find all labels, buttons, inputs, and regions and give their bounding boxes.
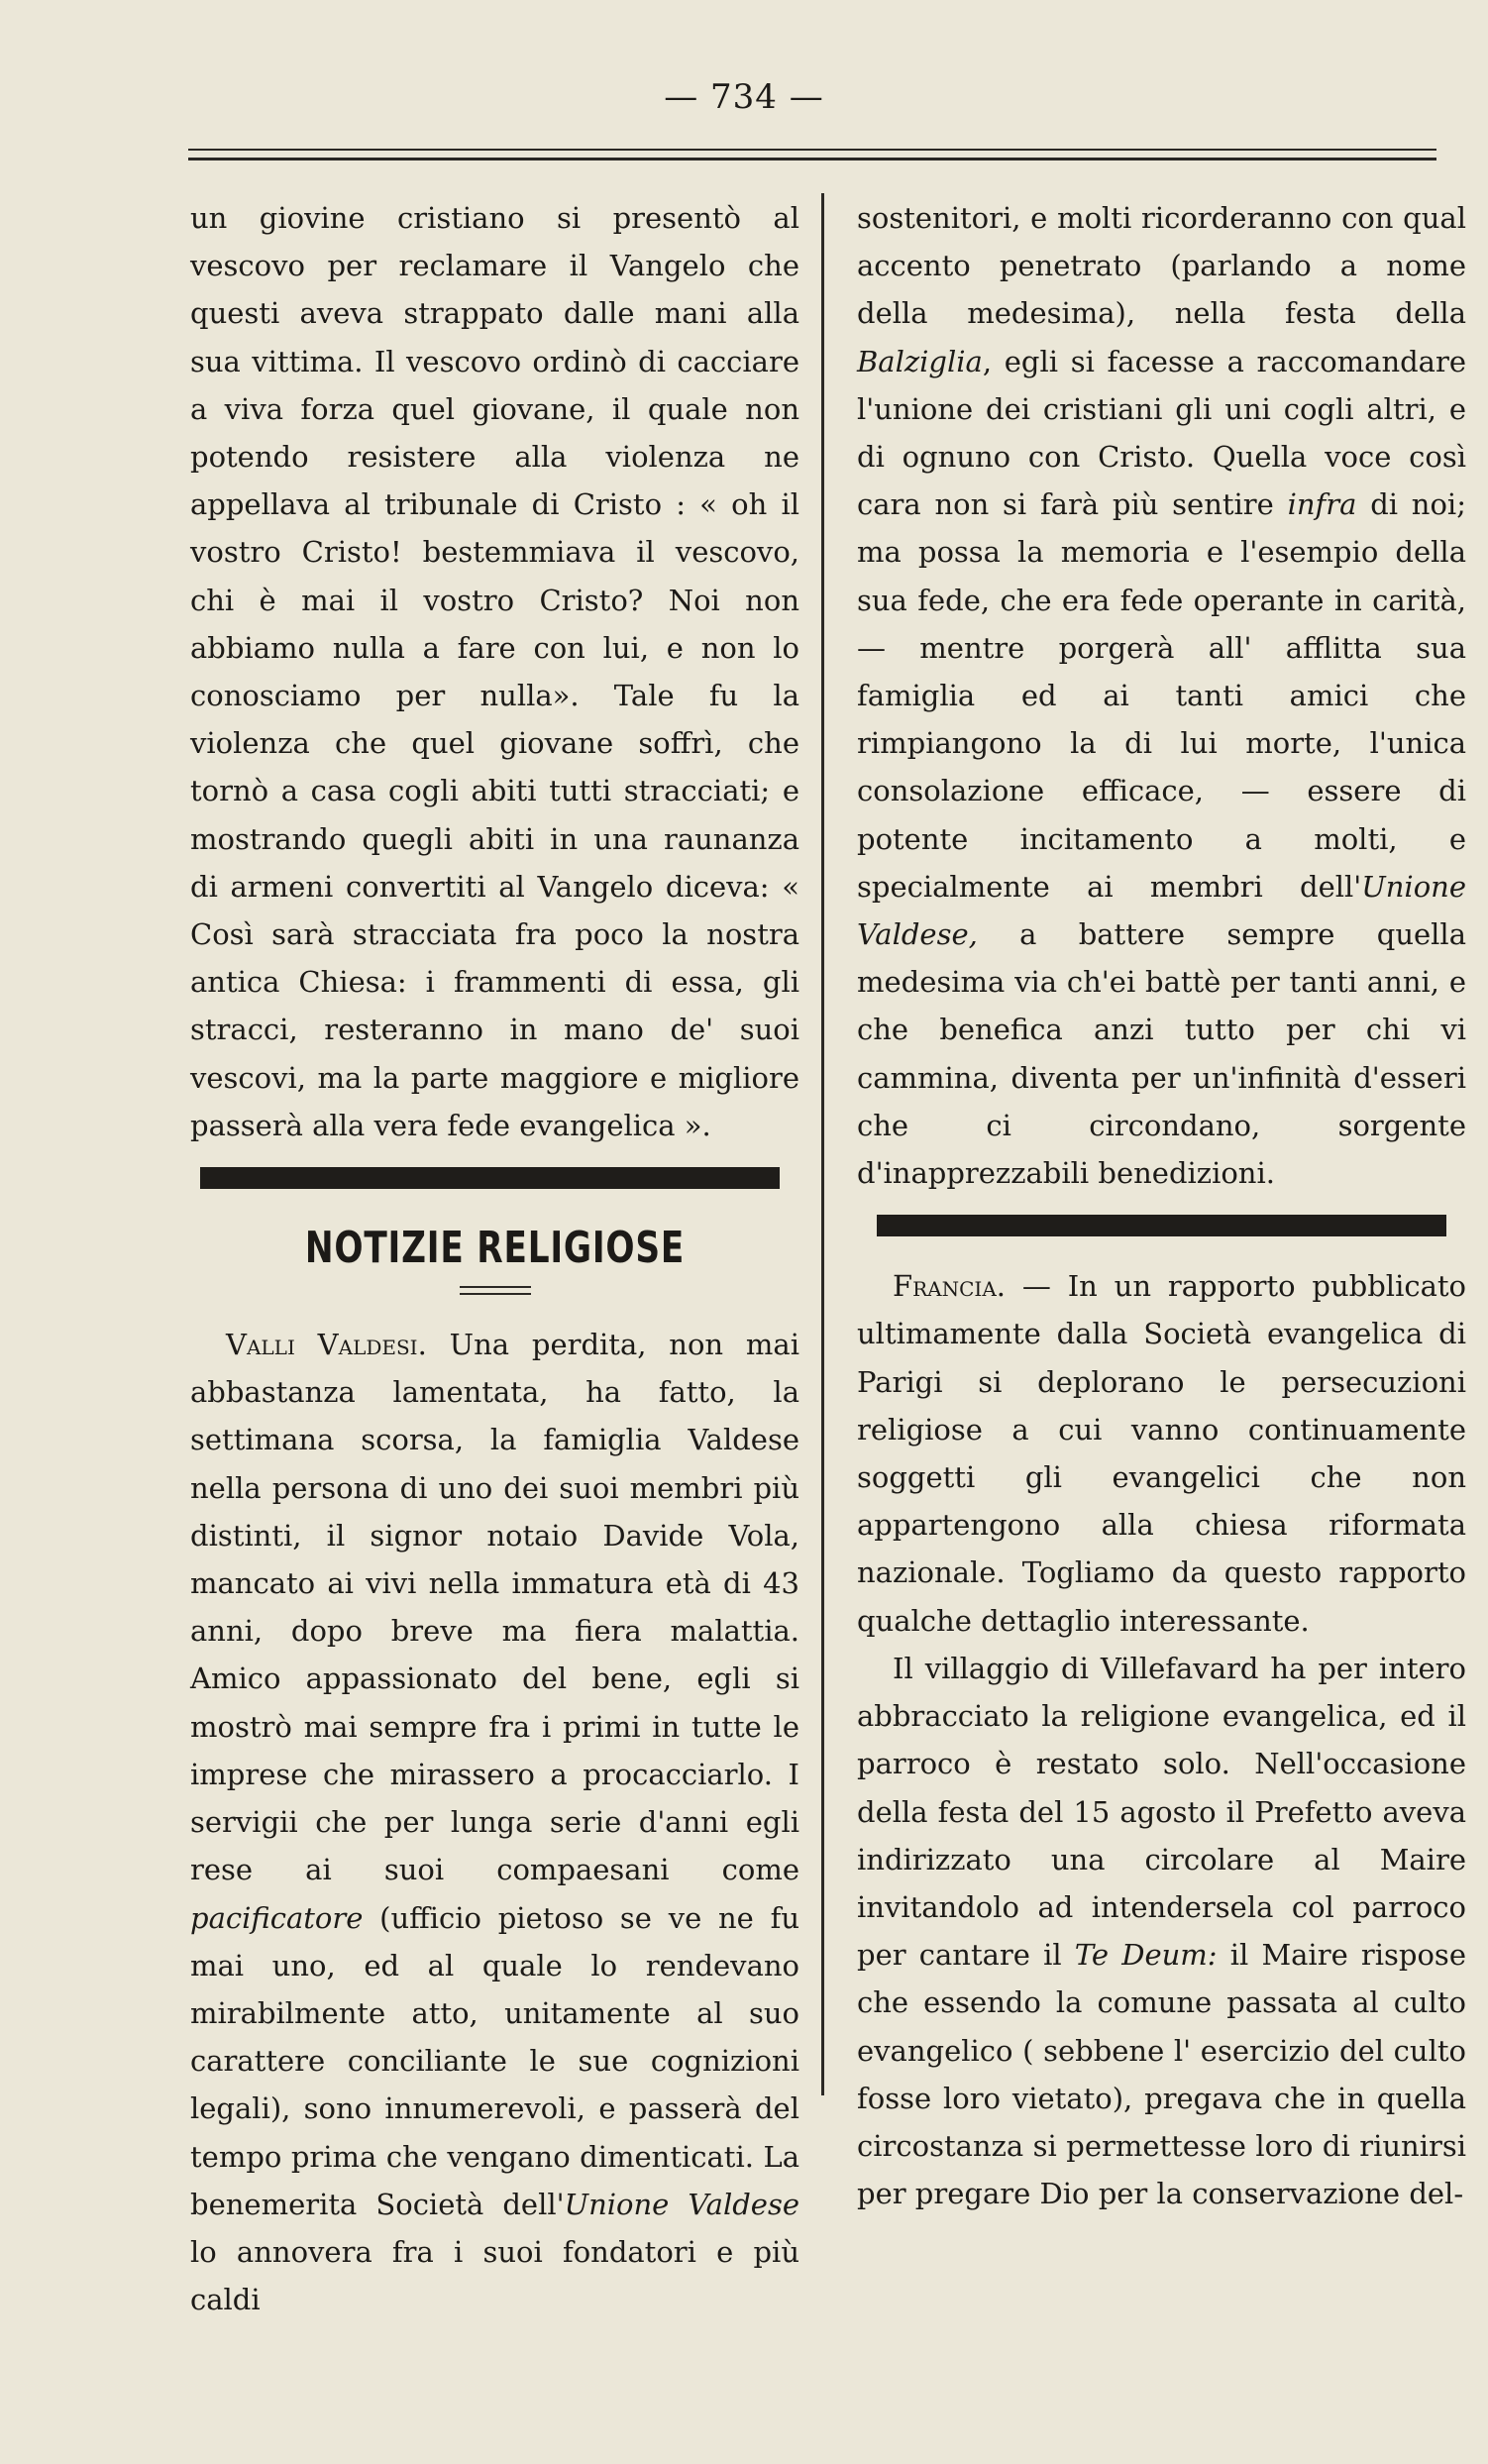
left-column (190, 194, 799, 2323)
right-column (857, 194, 1466, 2217)
armenian-story-paragraph: un giovine cristiano si presentò al vescovo per reclamare il Vangelo che questi aveva strappato dalle mani alla sua vittima. Il vescovo ordinò di cacciare a viva forza quel giovane, il quale non potendo resistere alla violenza ne appellava al tribunale di Cristo : « oh il vostro Cristo! bestemmiava il vescovo, chi è mai il vostro Cristo? Noi non abbiamo nulla a fare con lui, e non lo conosciamo per nulla». Tale fu la violenza che quel giovane soffrì, che tornò a casa cogli abiti tutti stracciati; e mostrando quegli abiti in una raunanza di armeni convertiti al Vangelo diceva: « Così sarà stracciata fra poco la nostra antica Chiesa: i frammenti di essa, gli stracci, resteranno in mano de' suoi vescovi, ma la parte maggiore e migliore passerà alla vera fede evangelica ». (190, 201, 799, 1142)
header-rule (188, 149, 1436, 161)
valli-valdesi-heading: Valli Valdesi. (226, 1328, 427, 1362)
villefavard-paragraph (857, 1645, 1466, 2217)
infra-italic: infra (1287, 487, 1357, 522)
section-divider-bar (200, 1167, 780, 1189)
pacificatore-italic: pacificatore (190, 1900, 364, 1935)
valli-text-b: (ufficio pietoso se ve ne fu mai uno, ed al quale lo rendevano mirabilmente atto, unitamente al suo carattere conciliante le sue cognizioni legali), sono innumerevoli, e passerà del tempo prima che vengano dimenticati. La benemerita Società dell' (190, 1900, 799, 2221)
unione-valdese-italic-2: Unione Valdese, (857, 869, 1466, 952)
vola-continuation-paragraph (857, 194, 1466, 1197)
unione-valdese-italic: Unione Valdese (564, 2187, 799, 2221)
vola-text-b: , egli si facesse a raccomandare l'unione dei cristiani gli uni cogli altri, e di ognuno con Cristo. Quella voce così cara non si farà più sentire (857, 344, 1466, 522)
villefavard-text-a: Il villaggio di Villefavard ha per intero abbracciato la religione evangelica, ed il parroco è restato solo. Nell'occasione della festa del 15 agosto il Prefetto aveva indirizzato una circolare al Maire invitandolo ad intendersela col parroco per cantare il (857, 1651, 1466, 1973)
te-deum-italic: Te Deum: (1074, 1938, 1218, 1973)
balziglia-italic: Balziglia (857, 344, 983, 378)
francia-heading: Francia. (893, 1269, 1006, 1304)
villefavard-text-b: il Maire rispose che essendo la comune passata al culto evangelico ( sebbene l' esercizio del culto fosse loro vietato), pregava che in quella circostanza si permettesse loro di riunirsi per pregare Dio per la conservazione del- (857, 1938, 1466, 2211)
title-rule (460, 1286, 531, 1295)
vola-text-d: a battere sempre quella medesima via ch'ei battè per tanti anni, e che benefica anzi tutto per chi vi cammina, diventa per un'infinità d'esseri che ci circondano, sorgente d'inapprezzabili benedizioni. (857, 917, 1466, 1191)
section-title: NOTIZIE RELIGIOSE (304, 1223, 686, 1274)
francia-paragraph (857, 1262, 1466, 1645)
valli-text-c: lo annovera fra i suoi fondatori e più caldi (190, 2234, 799, 2317)
vola-text-c: di noi; ma possa la memoria e l'esempio della sua fede, che era fede operante in carità, — mentre porgerà all' afflitta sua famiglia ed ai tanti amici che rimpiangono la di lui morte, l'unica consolazione efficace, — essere di potente incitamento a molti, e specialmente ai membri dell' (857, 487, 1466, 904)
valli-text-a: Una perdita, non mai abbastanza lamentata, ha fatto, la settimana scorsa, la famiglia Valdese nella persona di uno dei suoi membri più distinti, il signor notaio Davide Vola, mancato ai vivi nella immatura età di 43 anni, dopo breve ma fiera malattia. Amico appassionato del bene, egli si mostrò mai sempre fra i primi in tutte le imprese che mirassero a procacciarlo. I servigii che per lunga serie d'anni egli rese ai suoi compaesani come (190, 1328, 799, 1887)
column-divider (821, 193, 824, 2095)
vola-text-a: sostenitori, e molti ricorderanno con qual accento penetrato (parlando a nome della medesima), nella festa della (857, 201, 1466, 331)
francia-text: — In un rapporto pubblicato ultimamente dalla Società evangelica di Parigi si deplorano le persecuzioni religiose a cui vanno continuamente soggetti gli evangelici che non appartengono alla chiesa riformata nazionale. Togliamo da questo rapporto qualche dettaglio interessante. (857, 1269, 1466, 1638)
valli-valdesi-paragraph (190, 1321, 799, 2323)
section-divider-bar-right (877, 1215, 1446, 1236)
page-number: — 734 — (664, 77, 824, 117)
